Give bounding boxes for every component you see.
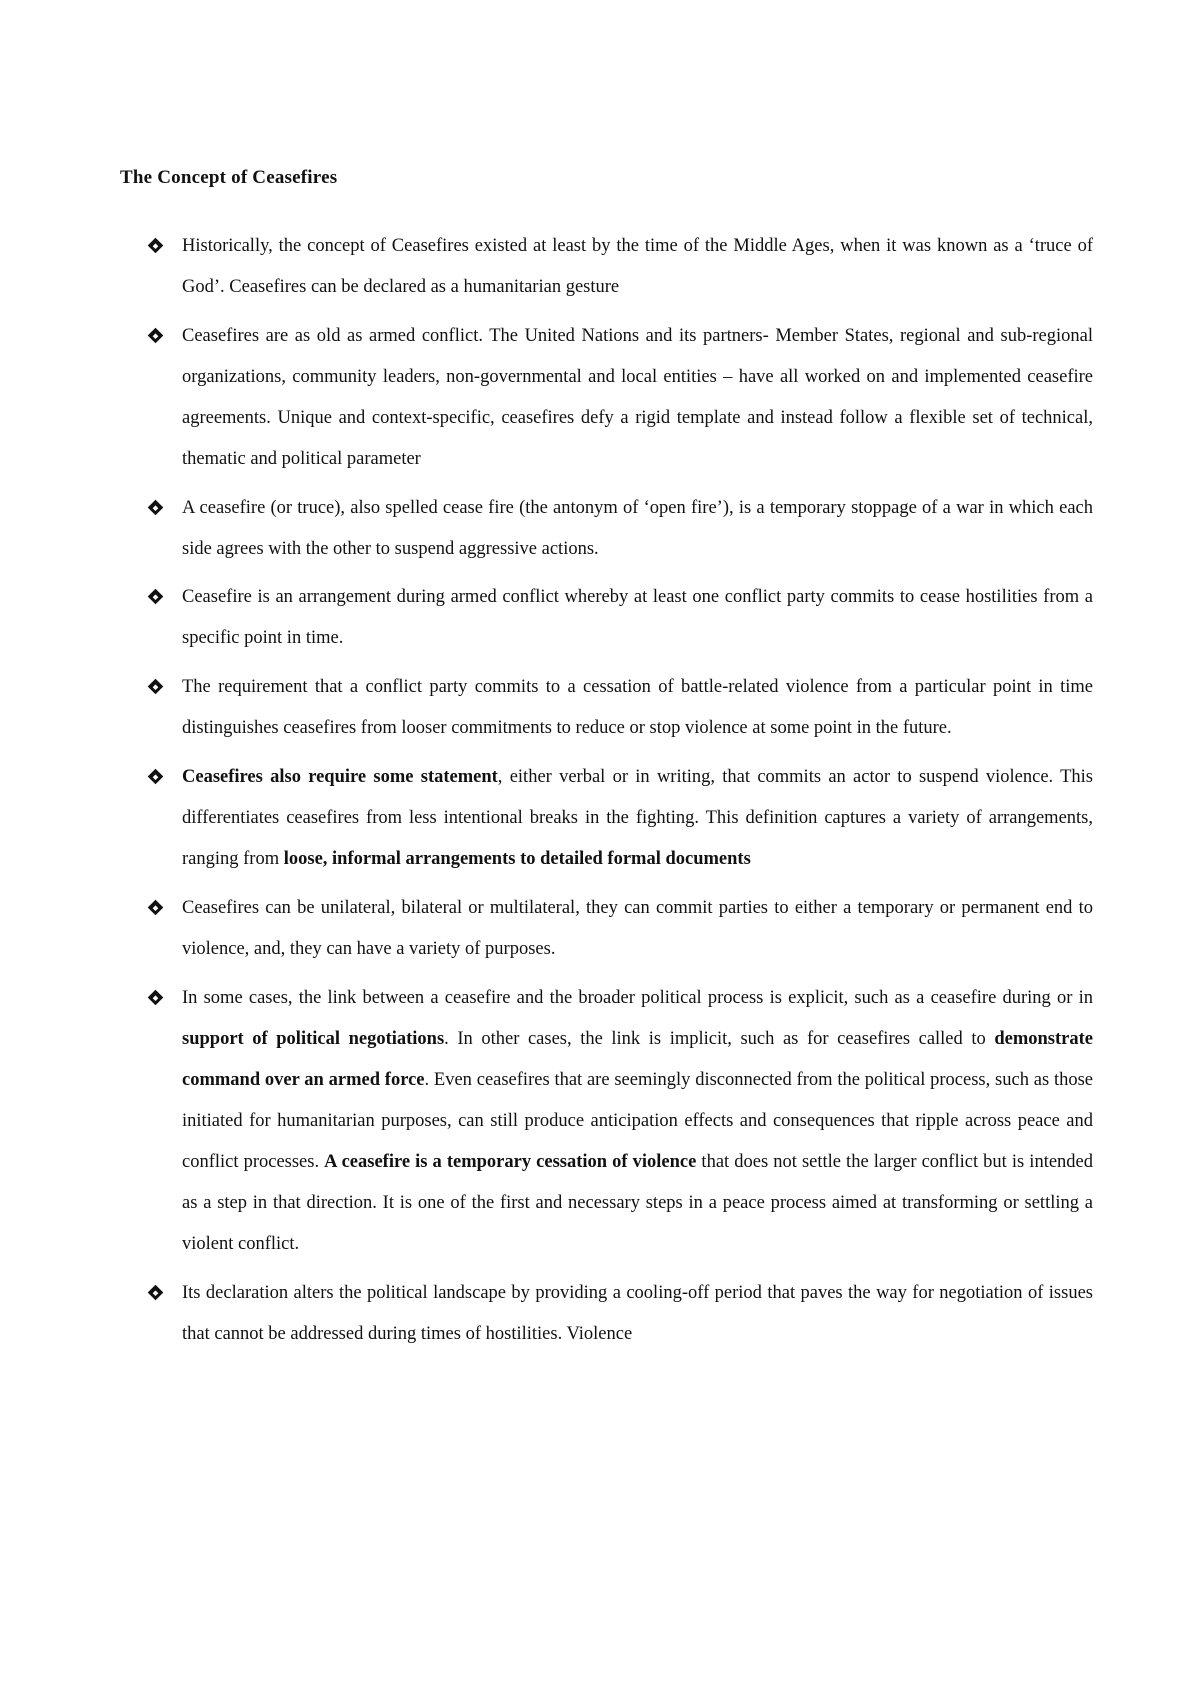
- bullet-item: [148, 978, 1093, 1265]
- bold-phrase: Ceasefires also require some statement: [182, 767, 498, 787]
- diamond-bullet-icon: [148, 500, 164, 516]
- bold-phrase: A ceasefire is a temporary cessation of violence: [324, 1152, 697, 1172]
- diamond-bullet-icon: [148, 328, 164, 344]
- bullet-item: [148, 577, 1093, 659]
- bold-phrase: demonstrate command over an armed force: [182, 1029, 1093, 1090]
- diamond-bullet-icon: [148, 900, 164, 916]
- bullet-item: [148, 316, 1093, 480]
- diamond-bullet-icon: [148, 1285, 164, 1301]
- bullet-text: Ceasefires are as old as armed conflict. The United Nations and its partners- Member States, regional and sub-regional organizations, community leaders, non-governmental and local entities – have all worked on and implemented ceasefire agreements. Unique and context-specific, ceasefires defy a rigid template and instead follow a flexible set of technical, thematic and political parameter: [182, 326, 1093, 469]
- bullet-text: . In other cases, the link is implicit, such as for ceasefires called to: [444, 1029, 995, 1049]
- bullet-item: [148, 757, 1093, 880]
- bullet-text: Ceasefire is an arrangement during armed conflict whereby at least one conflict party commits to cease hostilities from a specific point in time.: [182, 587, 1093, 648]
- bullet-item: [148, 488, 1093, 570]
- bullet-text: . Even ceasefires that are seemingly disconnected from the political process, such as those initiated for humanitarian purposes, can still produce anticipation effects and consequences that ripple across peace and conflict processes.: [182, 1070, 1093, 1172]
- bullet-text: that does not settle the larger conflict but is intended as a step in that direction. It is one of the first and necessary steps in a peace process aimed at transforming or settling a violent conflict.: [182, 1152, 1094, 1254]
- bullet-item: [148, 1273, 1093, 1355]
- diamond-bullet-icon: [148, 679, 164, 695]
- bullet-text: The requirement that a conflict party commits to a cessation of battle-related violence from a particular point in time distinguishes ceasefires from looser commitments to reduce or stop violence at some point in the future.: [182, 677, 1093, 738]
- bullet-item: [148, 667, 1093, 749]
- bullet-text: A ceasefire (or truce), also spelled cease fire (the antonym of ‘open fire’), is a temporary stoppage of a war in which each side agrees with the other to suspend aggressive actions.: [182, 498, 1093, 559]
- diamond-bullet-icon: [148, 238, 164, 254]
- bullet-item: [148, 888, 1093, 970]
- bullet-text: Ceasefires can be unilateral, bilateral or multilateral, they can commit parties to either a temporary or permanent end to violence, and, they can have a variety of purposes.: [182, 898, 1093, 959]
- diamond-bullet-icon: [148, 769, 164, 785]
- bullet-text: Historically, the concept of Ceasefires existed at least by the time of the Middle Ages, when it was known as a ‘truce of God’. Ceasefires can be declared as a humanitarian gesture: [182, 236, 1093, 297]
- bullet-item: [148, 226, 1093, 308]
- bullet-text: Its declaration alters the political landscape by providing a cooling-off period that paves the way for negotiation of issues that cannot be addressed during times of hostilities. Violence: [182, 1283, 1093, 1344]
- diamond-bullet-icon: [148, 589, 164, 605]
- bullet-list: [148, 226, 1093, 1363]
- bullet-text: In some cases, the link between a ceasefire and the broader political process is explicit, such as a ceasefire during or in: [182, 988, 1093, 1008]
- bullet-text: , either verbal or in writing, that commits an actor to suspend violence. This differentiates ceasefires from less intentional breaks in the fighting. This definition captures a variety of arrangements, ranging from: [182, 767, 1093, 869]
- bold-phrase: support of political negotiations: [182, 1029, 445, 1049]
- document-title: The Concept of Ceasefires: [120, 167, 338, 188]
- diamond-bullet-icon: [148, 990, 164, 1006]
- bold-phrase: loose, informal arrangements to detailed formal documents: [283, 849, 751, 869]
